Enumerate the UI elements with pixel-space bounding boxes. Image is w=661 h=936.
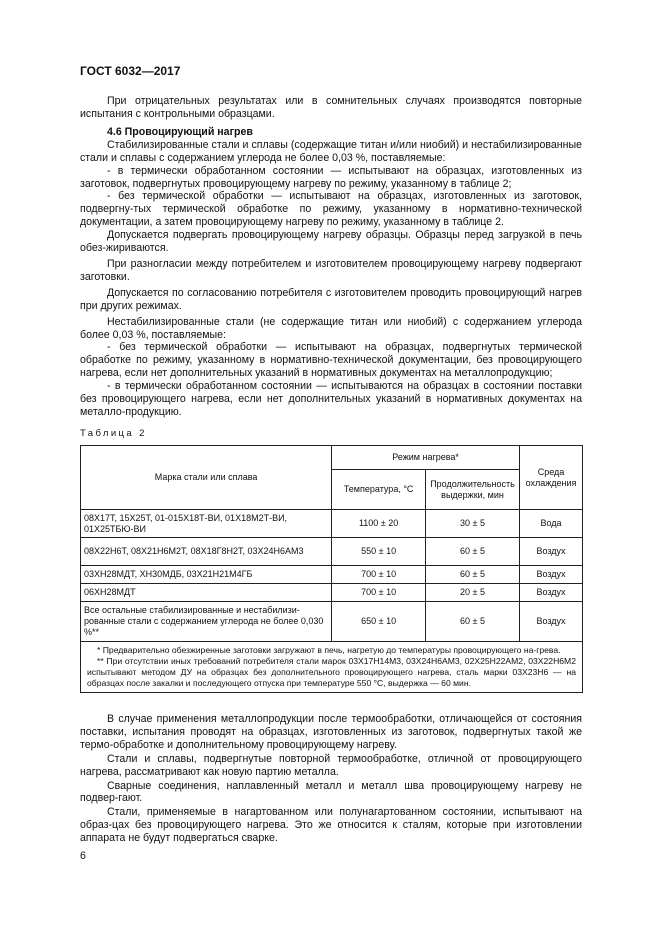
table-notes [81, 642, 583, 693]
header-duration: Продолжительность выдержки, мин [426, 470, 520, 510]
paragraph: - без термической обработки — испытывают на образцах, подвергнутых термической обработке по режиму, указанному в нормативно-технической документации, без провоцирующего нагрева, если нет дополнительных указаний в нормативных документах на металлопродукцию; [80, 341, 582, 380]
header-cooling: Среда охлаждения [520, 446, 583, 510]
page-number: 6 [80, 850, 86, 862]
header-mode: Режим нагрева* [332, 446, 520, 470]
paragraph: Допускается по согласованию потребителя с изготовителем проводить провоцирующий нагрев при других режимах. [80, 286, 582, 312]
table-row [81, 538, 583, 566]
cell-grade: 08Х17Т, 15Х25Т, 01-015Х18Т-ВИ, 01Х18М2Т-ВИ, 01Х25ТБЮ-ВИ [81, 510, 332, 538]
paragraph: Стали, применяемые в нагартованном или полунагартованном состоянии, испытывают на образ-цах без провоцирующего нагрева. Это же относится к сталям, которые при изготовлении аппарата не будут подвергаться сварке. [80, 806, 582, 845]
table-caption: Таблица 2 [80, 428, 147, 439]
cell-cooling: Воздух [520, 602, 583, 642]
body-text-bottom [80, 713, 582, 846]
paragraph: Нестабилизированные стали (не содержащие титан или ниобий) с содержанием углерода более 0,03 %, поставляемые: [80, 315, 582, 341]
cell-grade: 06ХН28МДТ [81, 584, 332, 602]
table-row [81, 602, 583, 642]
header-temperature: Температура, °С [332, 470, 426, 510]
section-title: 4.6 Провоцирующий нагрев [107, 125, 253, 138]
paragraph: При отрицательных результатах или в сомнительных случаях производятся повторные испытания с контрольными образцами. [80, 95, 582, 120]
cell-cooling: Воздух [520, 566, 583, 584]
cell-temperature: 700 ± 10 [332, 566, 426, 584]
paragraph: Стабилизированные стали и сплавы (содержащие титан и/или ниобий) и нестабилизированные стали и сплавы с содержанием углерода не более 0,03 %, поставляемые: [80, 138, 582, 164]
cell-cooling: Вода [520, 510, 583, 538]
table-note: * Предварительно обезжиренные заготовки загружают в печь, нагретую до температуры провоцирующего на-грева. [97, 645, 561, 655]
cell-grade: 08Х22Н6Т, 08Х21Н6М2Т, 08Х18Г8Н2Т, 03Х24Н6АМ3 [81, 538, 332, 566]
header-grade: Марка стали или сплава [81, 446, 332, 510]
cell-temperature: 700 ± 10 [332, 584, 426, 602]
cell-duration: 60 ± 5 [426, 538, 520, 566]
document-header: ГОСТ 6032—2017 [80, 64, 181, 78]
paragraph: - в термически обработанном состоянии — испытывают на образцах, изготовленных из заготовок, подвергнутых провоцирующему нагреву по режиму, указанному в таблице 2; [80, 164, 582, 190]
cell-duration: 60 ± 5 [426, 566, 520, 584]
cell-cooling: Воздух [520, 538, 583, 566]
paragraph: Сварные соединения, наплавленный металл и металл шва провоцирующему нагреву не подвер-гают. [80, 779, 582, 805]
paragraph: Допускается подвергать провоцирующему нагреву образцы. Образцы перед загрузкой в печь обез-жириваются. [80, 229, 582, 255]
cell-duration: 60 ± 5 [426, 602, 520, 642]
cell-grade: 03ХН28МДТ, ХН30МДБ, 03Х21Н21М4ГБ [81, 566, 332, 584]
table-row [81, 566, 583, 584]
cell-temperature: 650 ± 10 [332, 602, 426, 642]
cell-duration: 30 ± 5 [426, 510, 520, 538]
table-row [81, 510, 583, 538]
paragraph: В случае применения металлопродукции после термообработки, отличающейся от состояния поставки, испытания проводят на образцах, изготовленных из заготовок, подвергнутых такой же термо-обработке и дополнительному провоцирующему нагреву. [80, 713, 582, 751]
heating-mode-table [80, 445, 583, 693]
paragraph: - без термической обработки — испытывают на образцах, изготовленных из заготовок, подвергну-тых термической обработке по режиму, указанному в нормативно-технической документации, а затем провоцирующему нагреву по режиму, указанному в таблице 2. [80, 190, 582, 229]
cell-duration: 20 ± 5 [426, 584, 520, 602]
body-text-top [80, 95, 582, 419]
cell-temperature: 1100 ± 20 [332, 510, 426, 538]
table-notes-row [81, 642, 583, 693]
paragraph: Стали и сплавы, подвергнутые повторной термообработке, отличной от провоцирующего нагрева, рассматривают как новую партию металла. [80, 752, 582, 778]
cell-grade: Все остальные стабилизированные и нестабилизи-рованные стали с содержанием углерода не более 0,030 %** [81, 602, 332, 642]
cell-temperature: 550 ± 10 [332, 538, 426, 566]
table-note: ** При отсутствии иных требований потребителя стали марок 03Х17Н14М3, 03Х24Н6АМ3, 02Х25Н22АМ2, 03Х22Н6М2 испытывают методом ДУ на образцах без дополнительного провоцирующего нагрева, сталь марки 03Х23Н6 — на образцах после закалки и последующего отпуска при температуре 550 °С, выдержка — 60 мин. [87, 656, 576, 688]
paragraph: - в термически обработанном состоянии — испытываются на образцах в состоянии поставки без провоцирующего нагрева, если нет дополнительных указаний в нормативных документах на металло-продукцию. [80, 380, 582, 418]
table-row [81, 584, 583, 602]
cell-cooling: Воздух [520, 584, 583, 602]
paragraph: При разногласии между потребителем и изготовителем провоцирующему нагреву подвергают заготовки. [80, 257, 582, 283]
